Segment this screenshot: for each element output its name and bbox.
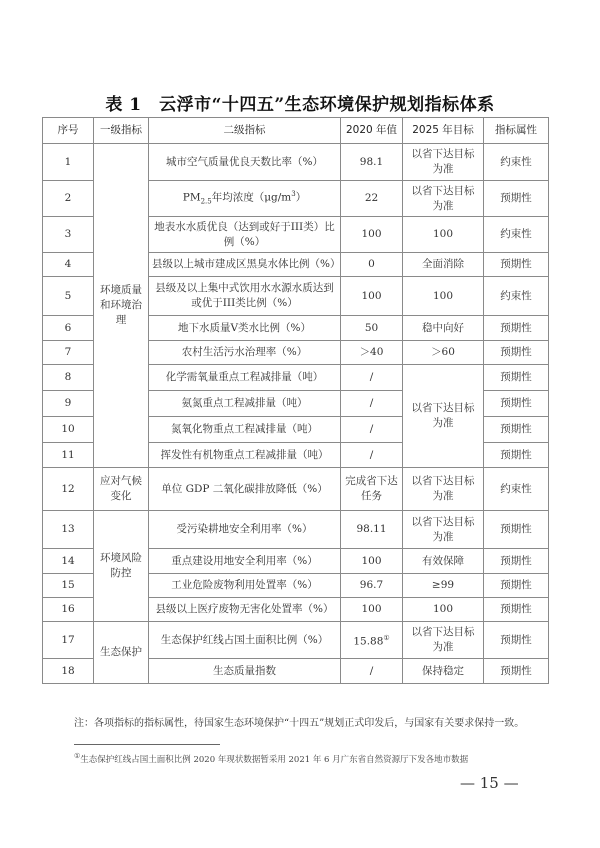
attribute: 预期性	[484, 574, 549, 598]
value-2020: /	[341, 443, 403, 468]
header-attribute: 指标属性	[484, 118, 549, 144]
attribute: 预期性	[484, 253, 549, 277]
target-2025	[403, 468, 484, 511]
level2-cell: 地表水水质优良（达到或好于III类）比例（%）	[149, 217, 341, 253]
row-no: 4	[43, 253, 94, 277]
level2-cell: 县级以上医疗废物无害化处置率（%）	[149, 598, 341, 622]
target-2025-merged	[403, 365, 484, 468]
target-2025: 100	[403, 277, 484, 316]
row-no: 12	[43, 468, 94, 511]
page-number: — 15 —	[460, 774, 519, 792]
attribute: 预期性	[484, 365, 549, 391]
level2-cell: 农村生活污水治理率（%）	[149, 341, 341, 365]
target-2025: ＞60	[403, 341, 484, 365]
row-no: 5	[43, 277, 94, 316]
target-2025	[403, 511, 484, 549]
attribute: 约束性	[484, 217, 549, 253]
attribute: 预期性	[484, 598, 549, 622]
table-title: 表 1 云浮市“十四五”生态环境保护规划指标体系	[105, 95, 495, 115]
level2-cell: 县级以上城市建成区黑臭水体比例（%）	[149, 253, 341, 277]
target-2025: 有效保障	[403, 549, 484, 574]
target-2025-text: 以省下达目标为准	[411, 184, 475, 212]
table-row	[43, 144, 549, 181]
row-no: 13	[43, 511, 94, 549]
value-2020: /	[341, 417, 403, 443]
attribute: 预期性	[484, 316, 549, 341]
header-level2: 二级指标	[149, 118, 341, 144]
value-2020: 22	[341, 181, 403, 217]
level2-cell: 氮氧化物重点工程减排量（吨）	[149, 417, 341, 443]
attribute: 预期性	[484, 659, 549, 684]
level2-cell: 生态保护红线占国土面积比例（%）	[149, 622, 341, 659]
value-2020: 96.7	[341, 574, 403, 598]
target-2025	[403, 181, 484, 217]
attribute: 约束性	[484, 144, 549, 181]
row-no: 16	[43, 598, 94, 622]
footnote-text: 生态保护红线占国土面积比例 2020 年现状数据暂采用 2021 年 6 月广东省自然资源厅下发各地市数据	[80, 754, 469, 765]
row-no: 15	[43, 574, 94, 598]
value-2020-text: 15.88	[353, 635, 384, 648]
footnote	[74, 752, 468, 765]
level2-cell: 挥发性有机物重点工程减排量（吨）	[149, 443, 341, 468]
value-2020: 100	[341, 549, 403, 574]
row-no: 9	[43, 391, 94, 417]
level1-cell	[94, 144, 149, 468]
table-row	[43, 468, 549, 511]
attribute: 约束性	[484, 468, 549, 511]
value-2020: 100	[341, 217, 403, 253]
attribute: 预期性	[484, 181, 549, 217]
level1-cell: 生态保护	[94, 622, 149, 684]
row-no: 17	[43, 622, 94, 659]
row-no: 11	[43, 443, 94, 468]
footnote-divider	[74, 744, 220, 745]
level2-pm: PM	[182, 191, 201, 204]
level2-pm-sub: 2.5	[200, 197, 212, 206]
value-2020: /	[341, 391, 403, 417]
target-2025: 稳中向好	[403, 316, 484, 341]
value-2020: 98.11	[341, 511, 403, 549]
level1-label: 应对气候变化	[100, 475, 142, 502]
level2-cell	[149, 181, 341, 217]
target-2025-text: 以省下达目标为准	[411, 402, 475, 429]
level2-cell: 地下水质量Ⅴ类水比例（%）	[149, 316, 341, 341]
level2-mid: 年均浓度（μg/m	[211, 191, 292, 204]
level2-cell: 重点建设用地安全利用率（%）	[149, 549, 341, 574]
value-2020: 50	[341, 316, 403, 341]
value-2020: /	[341, 659, 403, 684]
target-2025: ≥99	[403, 574, 484, 598]
table-row	[43, 622, 549, 659]
target-2025-text: 以省下达目标为准	[411, 475, 475, 502]
value-2020: ＞40	[341, 341, 403, 365]
target-2025: 100	[403, 598, 484, 622]
row-no: 14	[43, 549, 94, 574]
target-2025: 保持稳定	[403, 659, 484, 684]
row-no: 1	[43, 144, 94, 181]
row-no: 10	[43, 417, 94, 443]
header-2025-target: 2025 年目标	[403, 118, 484, 144]
level2-cell: 单位 GDP 二氧化碳排放降低（%）	[149, 468, 341, 511]
level1-label: 环境风险防控	[100, 552, 142, 579]
level1-label: 环境质量和环境治理	[100, 284, 142, 326]
level2-end: ）	[295, 191, 307, 204]
attribute: 预期性	[484, 391, 549, 417]
value-2020-text: 完成省下达任务	[345, 475, 398, 502]
row-no: 3	[43, 217, 94, 253]
row-no: 8	[43, 365, 94, 391]
target-2025	[403, 622, 484, 659]
level2-cell: 化学需氧量重点工程减排量（吨）	[149, 365, 341, 391]
value-2020	[341, 622, 403, 659]
header-level1: 一级指标	[94, 118, 149, 144]
level2-cell: 生态质量指数	[149, 659, 341, 684]
attribute: 预期性	[484, 622, 549, 659]
value-2020: 98.1	[341, 144, 403, 181]
target-2025: 100	[403, 217, 484, 253]
level2-sup: 3	[291, 190, 296, 199]
level2-cell: 县级及以上集中式饮用水水源水质达到或优于III类比例（%）	[149, 277, 341, 316]
footnote-ref: ①	[383, 633, 390, 642]
level2-cell: 受污染耕地安全利用率（%）	[149, 511, 341, 549]
target-2025	[403, 144, 484, 181]
indicator-table	[42, 117, 549, 684]
value-2020: 100	[341, 277, 403, 316]
attribute: 预期性	[484, 341, 549, 365]
attribute: 预期性	[484, 417, 549, 443]
target-2025-text: 以省下达目标为准	[411, 626, 475, 653]
value-2020	[341, 468, 403, 511]
attribute: 预期性	[484, 511, 549, 549]
footnote-marker: ①	[74, 752, 81, 760]
table-header-row	[43, 118, 549, 144]
target-2025-text: 以省下达目标为准	[411, 148, 475, 175]
target-2025-text: 以省下达目标为准	[411, 515, 475, 543]
attribute: 约束性	[484, 277, 549, 316]
row-no: 2	[43, 181, 94, 217]
attribute: 预期性	[484, 443, 549, 468]
table-note: 注：各项指标的指标属性，待国家生态环境保护“十四五”规划正式印发后，与国家有关要求保持一致。	[74, 718, 525, 729]
row-no: 18	[43, 659, 94, 684]
level2-cell: 氨氮重点工程减排量（吨）	[149, 391, 341, 417]
level1-cell	[94, 511, 149, 622]
value-2020: 100	[341, 598, 403, 622]
attribute: 预期性	[484, 549, 549, 574]
row-no: 7	[43, 341, 94, 365]
level2-cell: 城市空气质量优良天数比率（%）	[149, 144, 341, 181]
value-2020: 0	[341, 253, 403, 277]
row-no: 6	[43, 316, 94, 341]
level1-cell	[94, 468, 149, 511]
level2-cell: 工业危险废物利用处置率（%）	[149, 574, 341, 598]
table-row	[43, 511, 549, 549]
header-2020-value: 2020 年值	[341, 118, 403, 144]
target-2025: 全面消除	[403, 253, 484, 277]
value-2020: /	[341, 365, 403, 391]
header-no: 序号	[43, 118, 94, 144]
